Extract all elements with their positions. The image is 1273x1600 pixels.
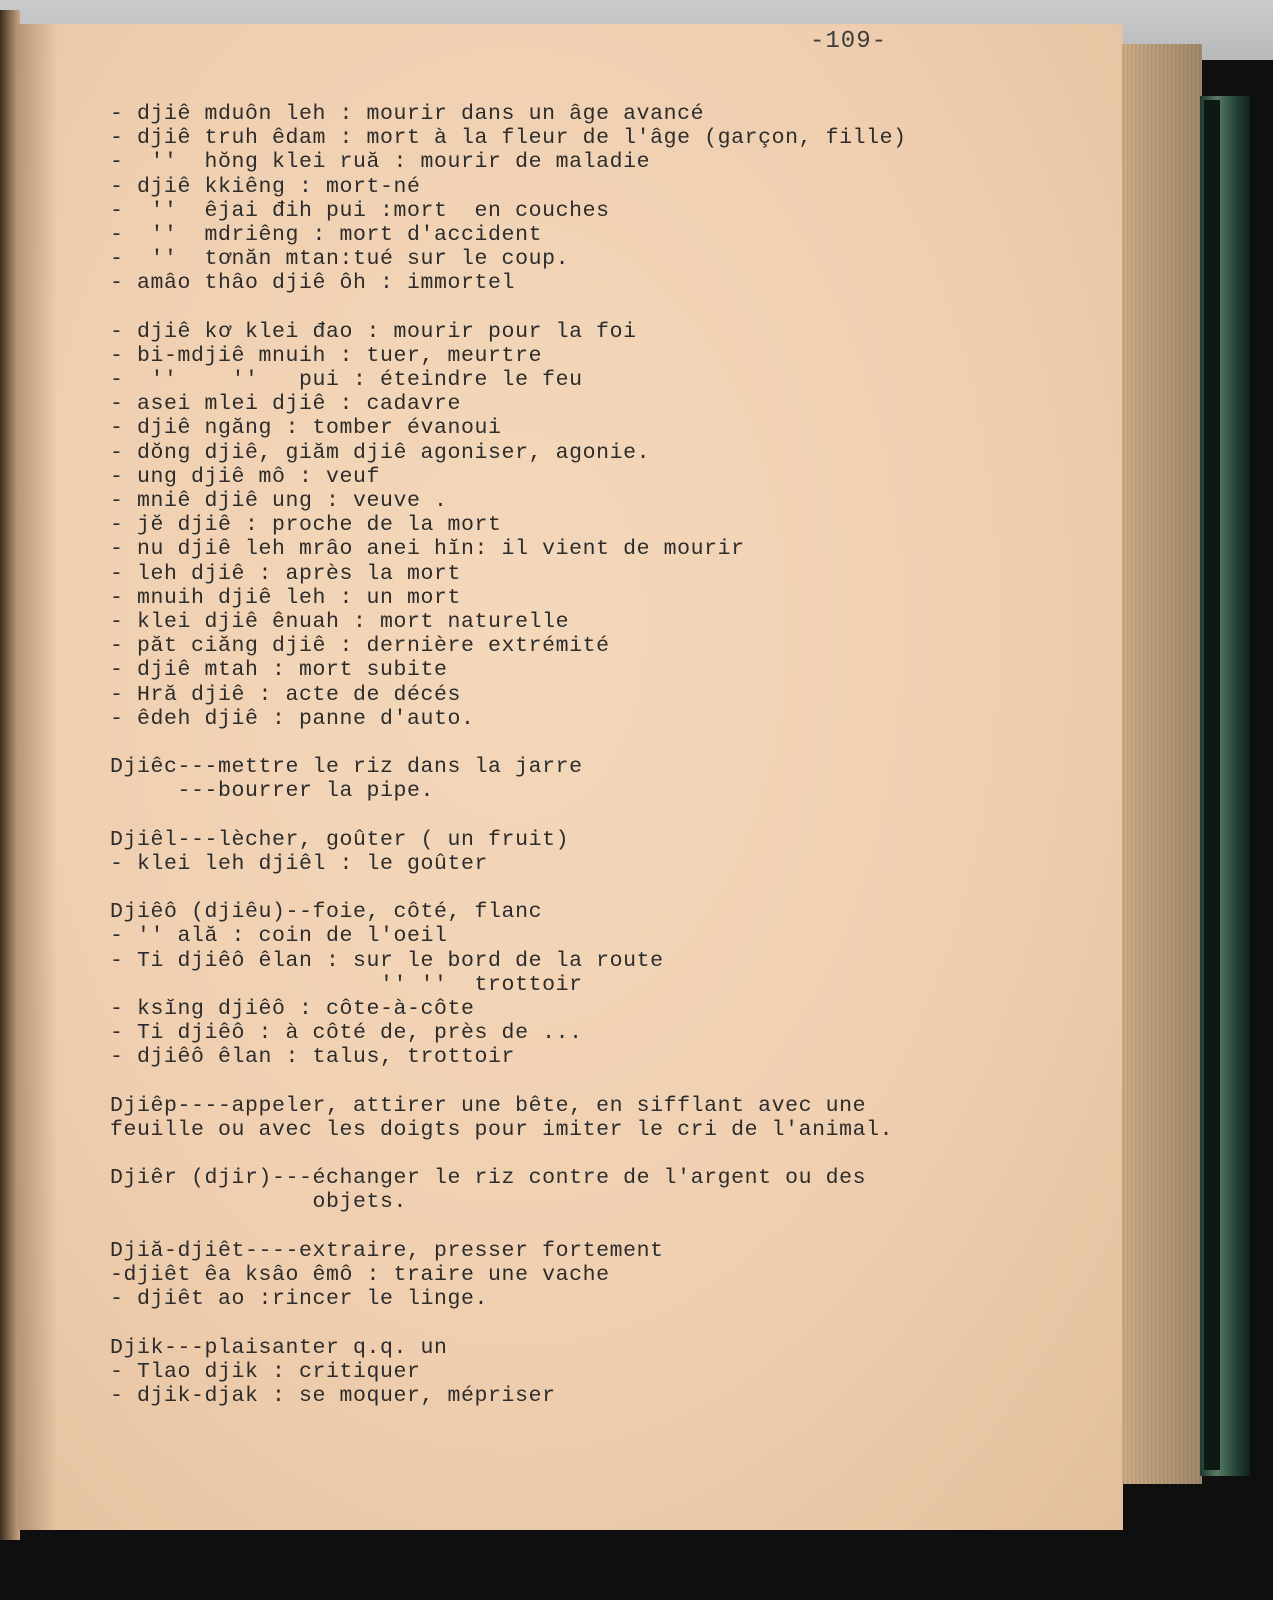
text-line: - djik-djak : se moquer, mépriser [110, 1383, 556, 1408]
text-line: - dŏng djiê, giăm djiê agoniser, agonie. [110, 440, 651, 465]
text-line: - djiê kơ klei đao : mourir pour la foi [110, 319, 637, 344]
text-line: - djiê mduôn leh : mourir dans un âge avancé [110, 102, 705, 126]
text-line: - Ti djiêô : à côté de, près de ... [110, 1021, 583, 1046]
text-line: - Ti djiêô êlan : sur le bord de la route [110, 948, 664, 973]
blank-line [110, 1142, 1110, 1166]
text-line: - '' hŏng klei ruă : mourir de maladie [110, 150, 651, 175]
text-line: - '' êjai đih pui :mort en couches [110, 198, 610, 223]
text-line: - klei djiê ênuah : mort naturelle [110, 609, 570, 634]
text-line: Djiêp----appeler, attirer une bête, en sifflant avec une [110, 1093, 867, 1118]
text-line: - djiêô êlan : talus, trottoir [110, 1045, 516, 1070]
blank-line [110, 876, 1110, 900]
blank-line [110, 1215, 1110, 1239]
text-line: - Tlao djik : critiquer [110, 1359, 421, 1384]
text-line: - asei mlei djiê : cadavre [110, 392, 462, 417]
text-line: - djiê truh êdam : mort à la fleur de l'âge (garçon, fille) [110, 126, 907, 151]
text-line: - djiêt ao :rincer le linge. [110, 1287, 489, 1312]
text-line: - bi-mdjiê mnuih : tuer, meurtre [110, 343, 543, 368]
text-line: - mnuih djiê leh : un mort [110, 585, 462, 610]
text-line: '' '' trottoir [110, 972, 583, 997]
page-edges [1122, 44, 1202, 1484]
text-line: - djiê ngăng : tomber évanoui [110, 416, 502, 441]
blank-line [110, 296, 1110, 320]
text-line: - djiê mtah : mort subite [110, 658, 448, 683]
cover-spine [1204, 100, 1220, 1470]
text-line: Djiêô (djiêu)--foie, côté, flanc [110, 900, 543, 925]
text-line: - păt ciăng djiê : dernière extrémité [110, 634, 610, 659]
blank-line [110, 1070, 1110, 1094]
text-line: Djiêc---mettre le riz dans la jarre [110, 755, 583, 780]
text-line: -djiêt êa ksâo êmô : traire une vache [110, 1263, 610, 1287]
text-line: - nu djiê leh mrâo anei hĭn: il vient de mourir [110, 537, 745, 562]
text-line: - '' ală : coin de l'oeil [110, 924, 448, 949]
text-line: - leh djiê : après la mort [110, 561, 462, 586]
text-line: - klei leh djiêl : le goûter [110, 851, 489, 876]
text-line: - êdeh djiê : panne d'auto. [110, 706, 475, 731]
text-line: feuille ou avec les doigts pour imiter le cri de l'animal. [110, 1117, 894, 1142]
left-page-edge [0, 10, 20, 1540]
text-line: Djiêl---lècher, goûter ( un fruit) [110, 827, 570, 852]
dictionary-text [110, 102, 1110, 1408]
text-line: - ung djiê mô : veuf [110, 464, 381, 489]
text-line: - ksĭng djiêô : côte-à-côte [110, 996, 475, 1021]
page-number: -109- [810, 28, 888, 55]
text-line: - mniê djiê ung : veuve . [110, 489, 448, 513]
text-line: - jĕ djiê : proche de la mort [110, 513, 502, 538]
text-line: Djiêr (djir)---échanger le riz contre de l'argent ou des [110, 1166, 867, 1191]
blank-line [110, 803, 1110, 827]
text-line: - djiê kkiêng : mort-né [110, 174, 421, 199]
blank-line [110, 1311, 1110, 1335]
text-line: objets. [110, 1190, 408, 1215]
blank-line [110, 731, 1110, 755]
text-line: - '' '' pui : éteindre le feu [110, 368, 583, 393]
text-line: ---bourrer la pipe. [110, 779, 435, 804]
text-line: Djik---plaisanter q.q. un [110, 1335, 448, 1360]
text-line: - amâo thâo djiê ôh : immortel [110, 271, 516, 296]
text-line: - Hră djiê : acte de décés [110, 682, 462, 707]
text-line: - '' mdriêng : mort d'accident [110, 222, 543, 247]
text-line: Djiă-djiêt----extraire, presser fortement [110, 1238, 664, 1263]
text-line: - '' tơnăn mtan:tué sur le coup. [110, 247, 570, 272]
